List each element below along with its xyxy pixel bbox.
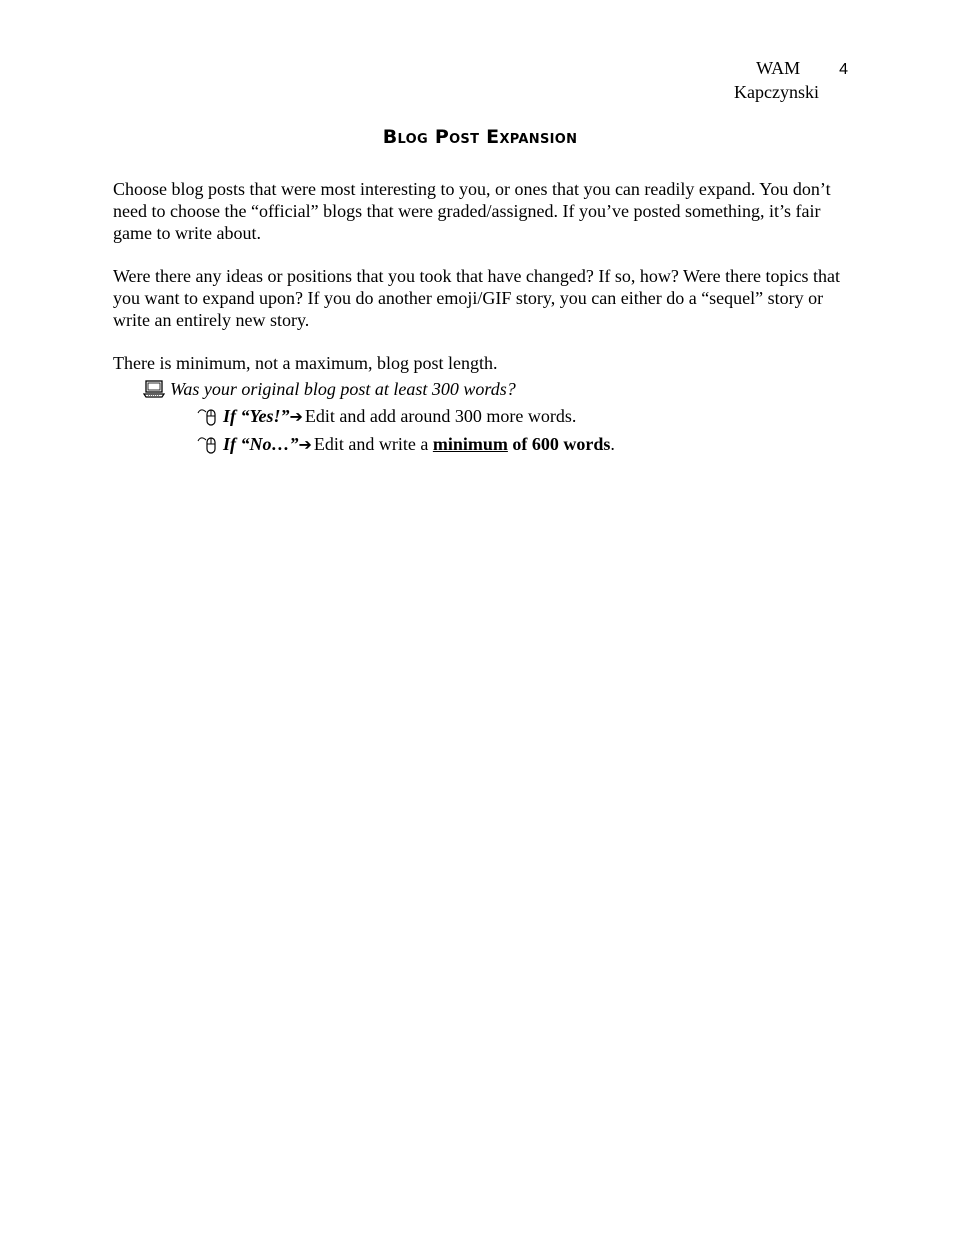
sub-bullet-item [197,405,848,428]
sentence-end: . [610,434,615,454]
sub-bullet-item [197,433,848,456]
page-number: 4 [839,61,848,78]
word-count-emphasis: of 600 words [507,434,611,454]
mouse-icon [197,407,219,427]
header-line-1 [734,57,848,81]
header-author: Kapczynski [734,82,819,102]
arrow-right-icon: ➔ [289,407,303,426]
arrow-right-icon: ➔ [298,435,312,454]
paragraph: There is minimum, not a maximum, blog post length. [113,353,498,373]
option-no-label: If “No…” [223,434,299,454]
document-title: Blog Post Expansion [382,126,578,148]
option-yes-text: Edit and add around 300 more words. [304,406,577,426]
option-yes-label: If “Yes!” [223,406,290,426]
option-no-text: Edit and write a [313,434,433,454]
paragraph: Were there any ideas or positions that you took that have changed? If so, how? Were there topics that you want to expand upon? If you do another emoji/GIF story, you can either do a “sequel” story or write an entirely new story. [113,266,841,330]
computer-icon [143,379,165,399]
mouse-icon [197,435,219,455]
document-body [113,178,848,456]
bullet-item [143,378,848,400]
header-course: WAM [756,58,801,78]
bullet-text: Was your original blog post at least 300 words? [170,379,516,399]
paragraph: Choose blog posts that were most interesting to you, or ones that you can readily expand. You don’t need to choose the “official” blogs that were graded/assigned. If you’ve posted something, it’s fair game to write about. [113,179,831,243]
minimum-emphasis: minimum [432,434,508,454]
page-header [734,57,848,103]
